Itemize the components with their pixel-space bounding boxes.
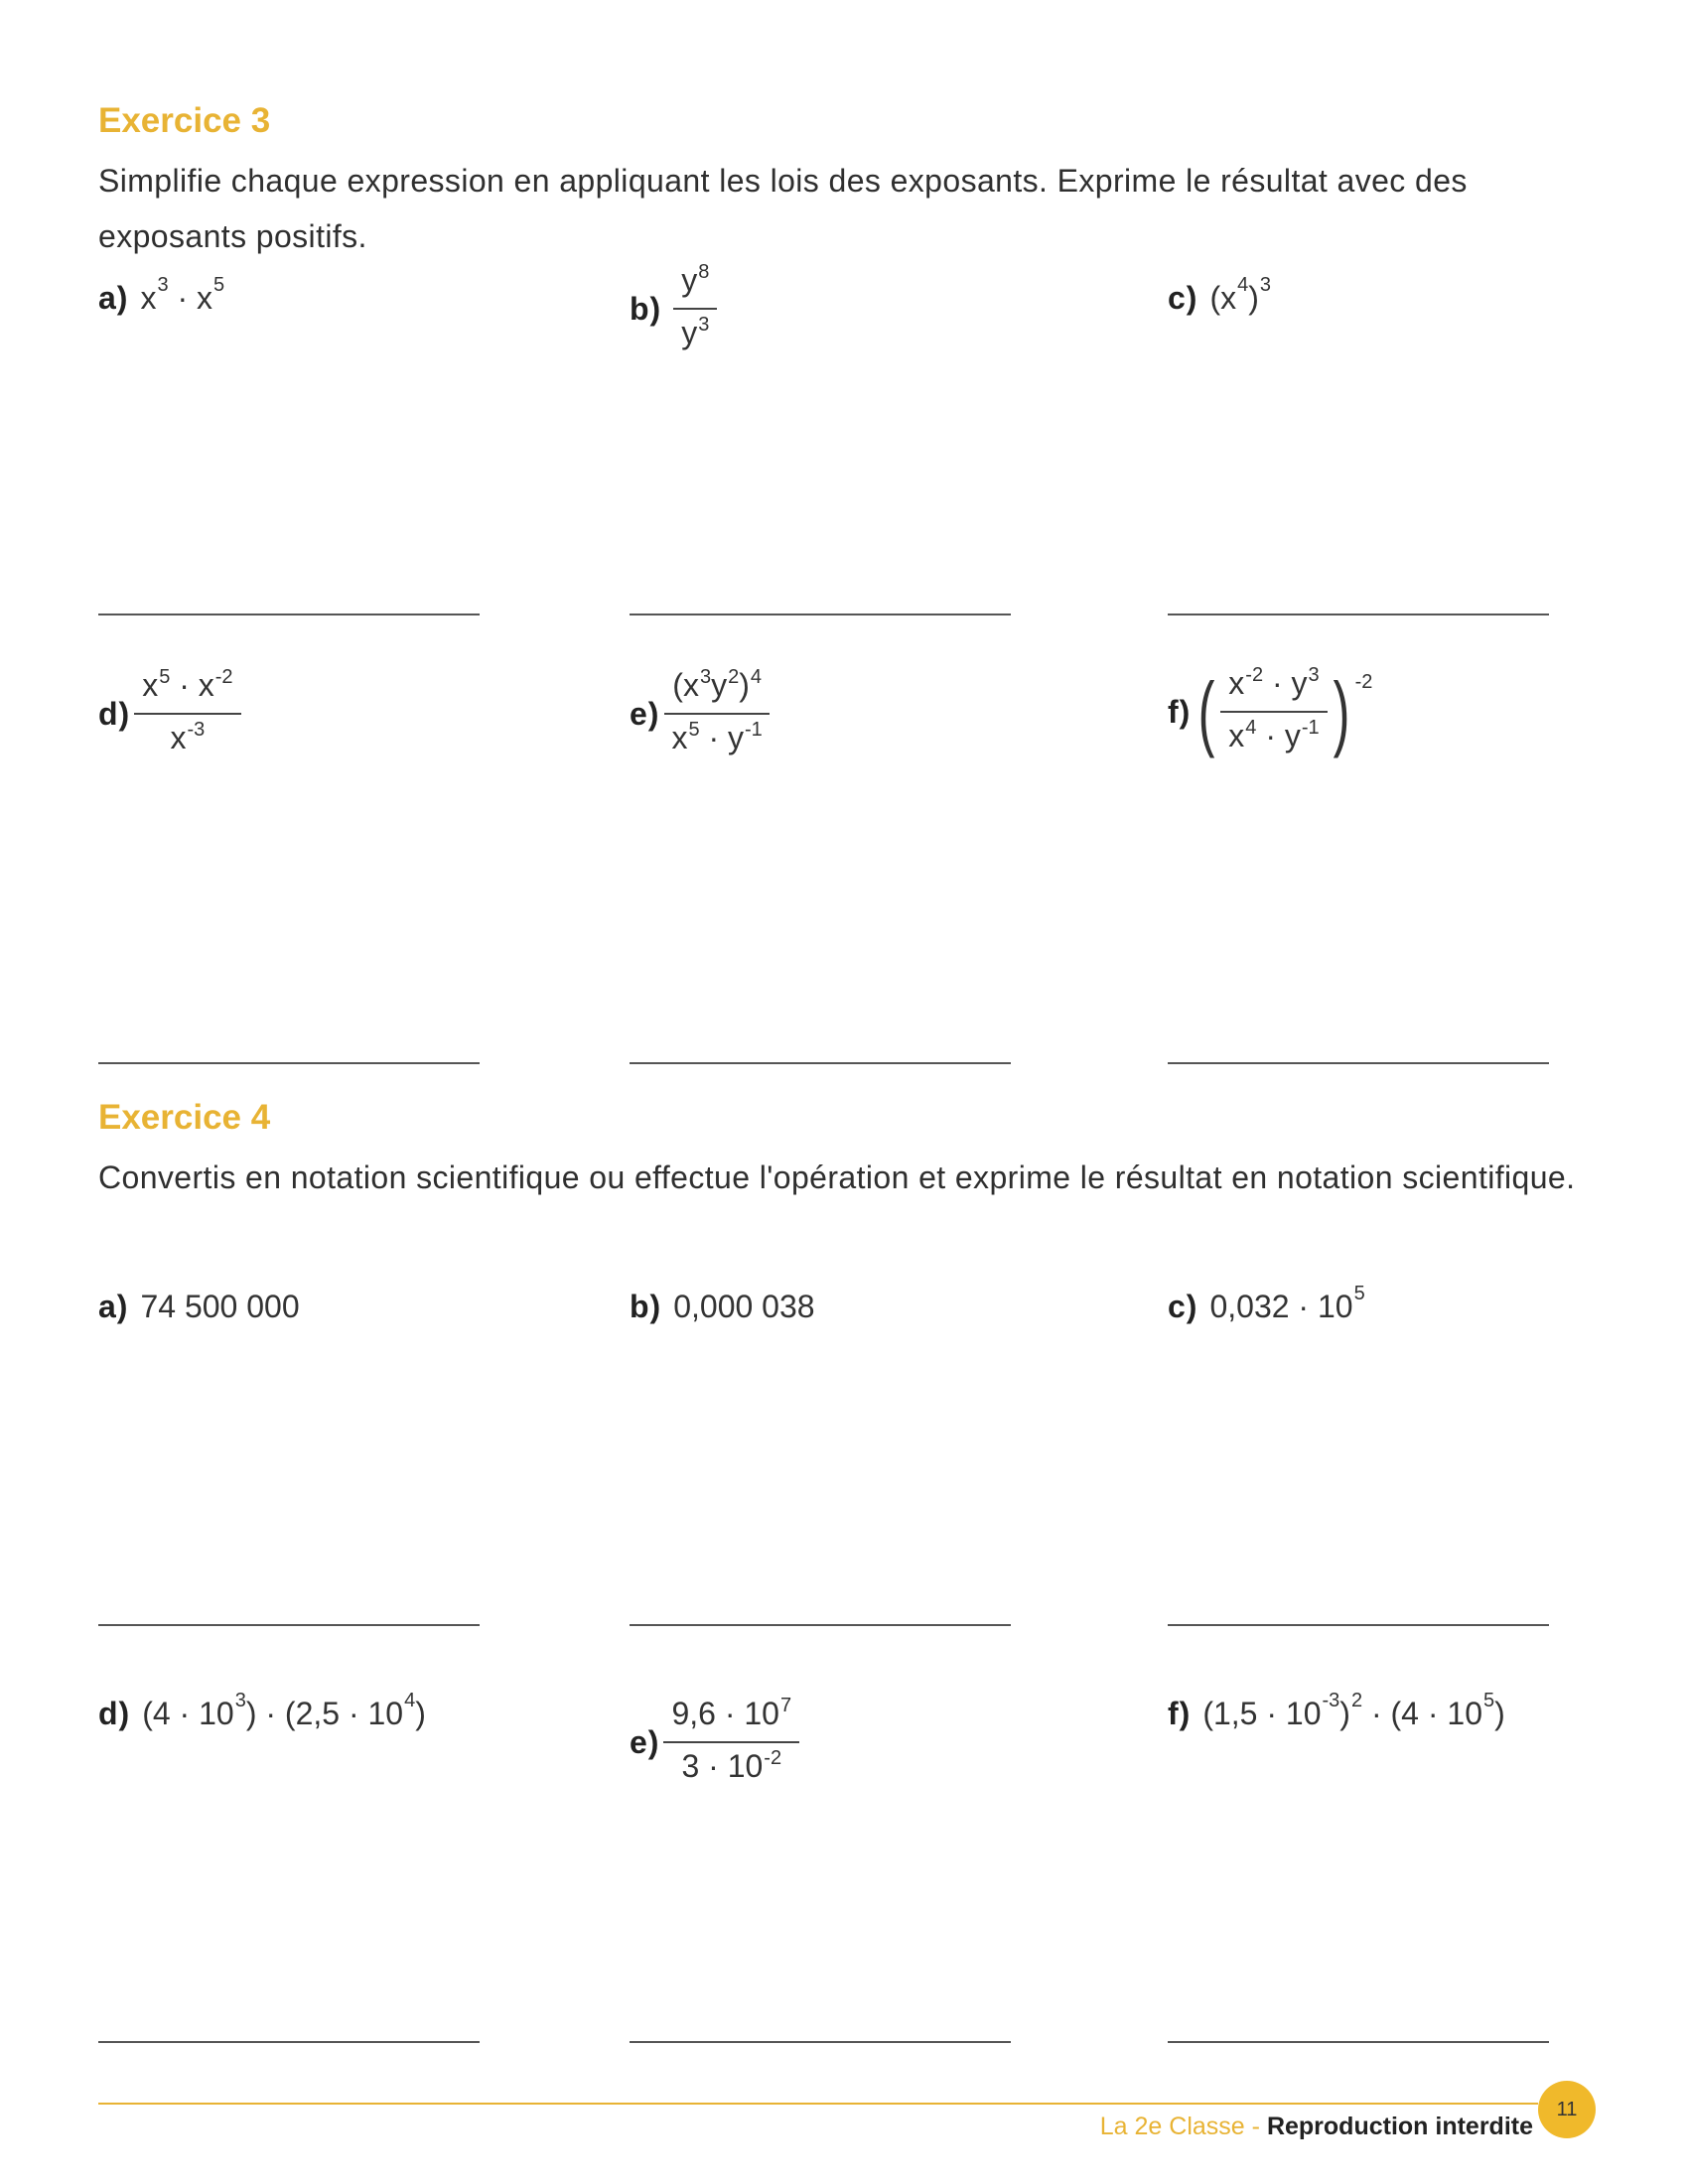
answer-line[interactable] xyxy=(98,614,480,615)
problem-label: d) xyxy=(98,695,131,732)
problem-label: a) xyxy=(98,280,129,316)
answer-line[interactable] xyxy=(1168,1062,1549,1064)
math-expression: $\frac{(x^3y^2)^4}{x^5 \cdot y^{-1}}$ xyxy=(663,665,770,762)
exercise-3-title: Exercice 3 xyxy=(98,101,271,140)
math-expression: $\frac{9,6 \cdot 10^7}{3 \cdot 10^{-2}}$ xyxy=(663,1694,799,1791)
exercise-4-problem-e xyxy=(630,1694,799,1791)
footer-divider xyxy=(98,2103,1538,2105)
problem-label: e) xyxy=(630,1723,660,1760)
problem-label: f) xyxy=(1168,1696,1192,1731)
exercise-3-problem-f xyxy=(1168,663,1372,760)
exercise-4-instructions: Convertis en notation scientifique ou effectue l'opération et exprime le résultat en notation scientifique. xyxy=(98,1160,1576,1195)
answer-line[interactable] xyxy=(630,1062,1011,1064)
answer-line[interactable] xyxy=(630,614,1011,615)
answer-line[interactable] xyxy=(98,2041,480,2043)
math-expression: (4 · 10 $^3$ ) · (2,5 · 10 $^4$ ) xyxy=(142,1690,426,1731)
exercise-3-problem-b xyxy=(630,260,717,357)
answer-line[interactable] xyxy=(630,2041,1011,2043)
exercise-4-title: Exercice 4 xyxy=(98,1098,271,1137)
math-expression: ( $\frac{x^{-2} \cdot y^3}{x^4 \cdot y^{-1}}$ ) -2 xyxy=(1197,664,1373,758)
math-expression: (x $^4$ ) $^3$ xyxy=(1209,274,1272,316)
math-expression: 0,032 · 10 $^5$ xyxy=(1209,1283,1365,1324)
problem-label: b) xyxy=(630,290,662,327)
answer-line[interactable] xyxy=(1168,1624,1549,1626)
footer-rights: Reproduction interdite xyxy=(1266,2113,1533,2140)
exercise-3-problem-e xyxy=(630,665,771,762)
exercise-3-instructions: Simplifie chaque expression en appliquant les lois des exposants. Exprime le résultat avec des exposants positifs. xyxy=(98,163,1468,254)
math-expression: 0,000 038 xyxy=(673,1289,815,1324)
answer-line[interactable] xyxy=(1168,614,1549,615)
footer-brand: La 2e Classe xyxy=(1099,2113,1245,2140)
exercise-4-problem-c xyxy=(1168,1283,1365,1325)
exercise-3-problem-d xyxy=(98,665,241,762)
math-expression: $\frac{y^8}{y^3}$ xyxy=(673,260,717,357)
math-expression: $\frac{x^5 \cdot x^{-2}}{x^{-3}}$ xyxy=(134,665,240,762)
exercise-3-problem-c xyxy=(1168,274,1272,317)
exercise-4-problem-a xyxy=(98,1289,300,1325)
exercise-4-problem-f xyxy=(1168,1690,1505,1732)
answer-line[interactable] xyxy=(98,1624,480,1626)
footer-text xyxy=(1100,2113,1533,2141)
math-expression: (1,5 · 10 $^{-3}$ ) $^2$ · (4 · 10 $^5$ ) xyxy=(1202,1690,1505,1731)
exercise-4-problem-d xyxy=(98,1690,426,1732)
answer-line[interactable] xyxy=(98,1062,480,1064)
exercise-4-problem-b xyxy=(630,1289,815,1325)
problem-label: a) xyxy=(98,1289,129,1324)
answer-line[interactable] xyxy=(1168,2041,1549,2043)
problem-label: c) xyxy=(1168,1289,1198,1324)
page-number-badge: 11 xyxy=(1538,2081,1596,2138)
math-expression: 74 500 000 xyxy=(140,1289,300,1324)
math-expression: x $^3$ · x $^5$ xyxy=(140,274,225,316)
footer-separator: - xyxy=(1251,2113,1260,2140)
problem-label: d) xyxy=(98,1696,131,1731)
problem-label: f) xyxy=(1168,693,1192,730)
answer-line[interactable] xyxy=(630,1624,1011,1626)
problem-label: b) xyxy=(630,1289,662,1324)
exercise-3-problem-a xyxy=(98,274,225,317)
problem-label: e) xyxy=(630,695,660,732)
problem-label: c) xyxy=(1168,280,1198,316)
